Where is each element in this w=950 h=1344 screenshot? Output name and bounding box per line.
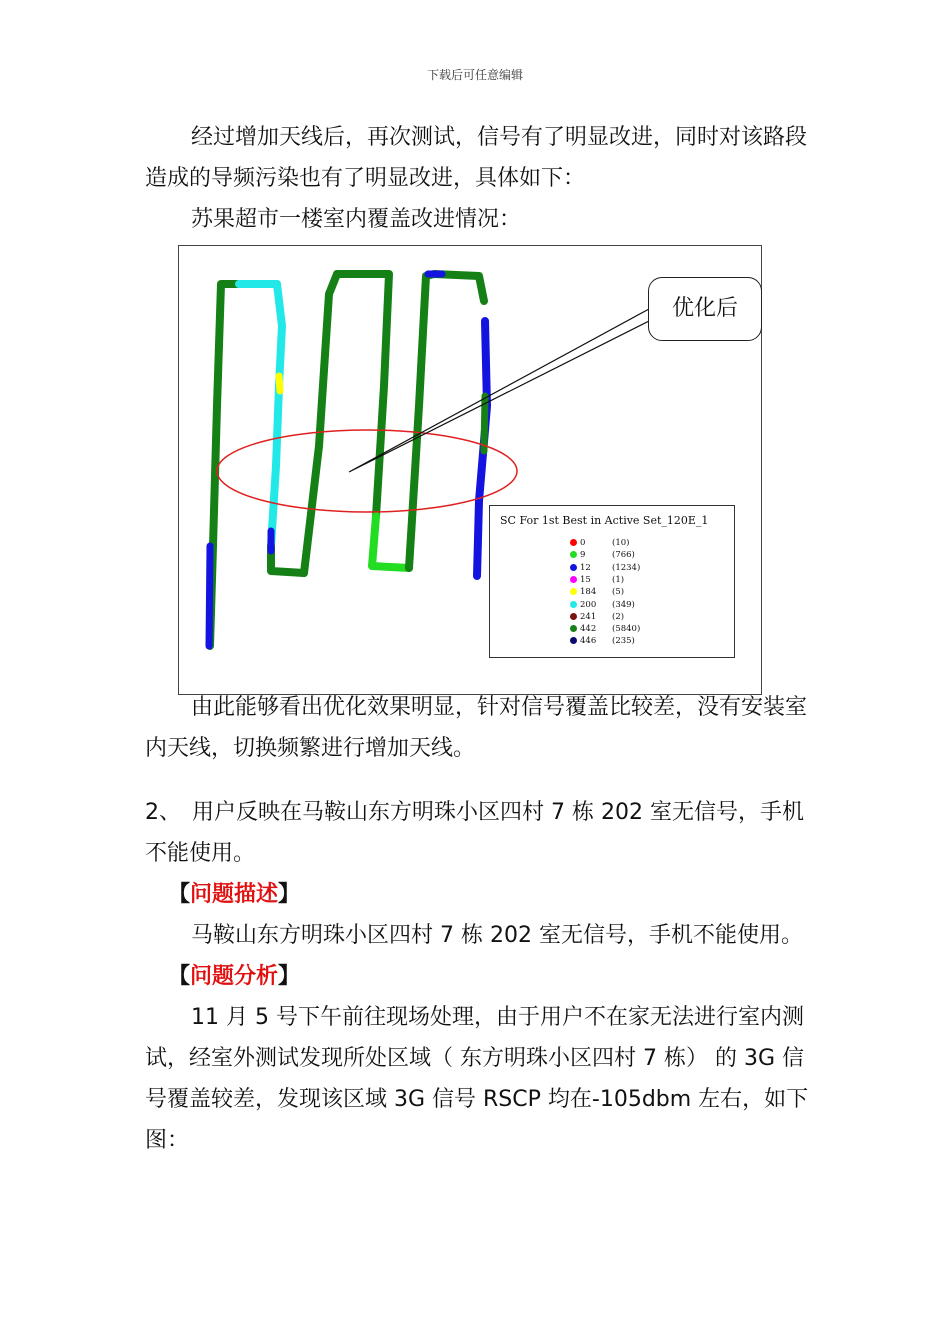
legend-dot bbox=[570, 613, 577, 620]
route-segment bbox=[372, 516, 409, 568]
legend-code: 0 bbox=[580, 538, 586, 548]
section-title: 问题描述 bbox=[190, 882, 279, 907]
legend-dot bbox=[570, 601, 577, 608]
legend-dot bbox=[570, 539, 577, 546]
legend-code: 200 bbox=[580, 599, 597, 610]
route-segment bbox=[409, 274, 484, 568]
legend-code: 12 bbox=[580, 562, 591, 573]
legend-code: 442 bbox=[580, 624, 597, 635]
legend-count: (1234) bbox=[612, 562, 641, 573]
bracket-close: 】 bbox=[278, 882, 301, 907]
legend-count: (349) bbox=[612, 599, 635, 610]
map-legend bbox=[489, 505, 735, 658]
paragraph-improvement: 经过增加天线后，再次测试，信号有了明显改进，同时对该路段造成的导频污染也有了明显改进，具体如下： bbox=[145, 125, 808, 191]
legend-count: (10) bbox=[612, 538, 630, 548]
paragraph-description: 马鞍山东方明珠小区四村 7 栋 202 室无信号，手机不能使用。 bbox=[191, 923, 803, 948]
page-header: 下载后可任意编辑 bbox=[426, 68, 523, 82]
legend-dot bbox=[570, 625, 577, 632]
paragraph-figure-caption: 苏果超市一楼室内覆盖改进情况： bbox=[191, 207, 522, 232]
legend-dot bbox=[570, 564, 577, 571]
section-heading-description bbox=[168, 874, 833, 915]
legend-dot bbox=[570, 588, 577, 595]
legend-code: 184 bbox=[580, 587, 597, 598]
legend-code: 446 bbox=[580, 636, 597, 647]
legend-dot bbox=[570, 551, 577, 558]
section-heading-analysis bbox=[168, 956, 833, 997]
legend-code: 9 bbox=[580, 550, 586, 561]
callout-label: 优化后 bbox=[648, 277, 762, 341]
callout-pointer bbox=[349, 309, 659, 472]
paragraph-analysis: 11 月 5 号下午前往现场处理，由于用户不在家无法进行室内测试，经室外测试发现所处区域（ 东方明珠小区四村 7 栋） 的 3G 信号覆盖较差，发现该区域 3G 信号 RSCP 均在-105dbm 左右，如下图： bbox=[145, 1005, 809, 1153]
legend-code: 15 bbox=[580, 574, 591, 585]
legend-count: (2) bbox=[612, 611, 625, 622]
legend-code: 241 bbox=[580, 611, 597, 622]
route-segment bbox=[271, 284, 282, 546]
bracket-open: 【 bbox=[168, 882, 191, 907]
section-title: 问题分析 bbox=[190, 964, 279, 989]
legend-count: (5) bbox=[612, 587, 625, 598]
route-segment bbox=[210, 284, 239, 646]
legend-count: (5840) bbox=[612, 624, 641, 635]
route-segment bbox=[279, 376, 280, 391]
legend-dot bbox=[570, 576, 577, 583]
highlight-ellipse bbox=[217, 430, 517, 512]
legend-count: (235) bbox=[612, 636, 635, 647]
legend-count: (766) bbox=[612, 550, 635, 561]
bracket-open: 【 bbox=[168, 964, 191, 989]
legend-dot bbox=[570, 637, 577, 644]
legend-count: (1) bbox=[612, 574, 625, 585]
bracket-close: 】 bbox=[278, 964, 301, 989]
route-segment bbox=[271, 546, 304, 573]
route-segment bbox=[209, 546, 210, 646]
legend-title: SC For 1st Best in Active Set_120E_1 bbox=[500, 514, 709, 527]
paragraph-conclusion: 由此能够看出优化效果明显，针对信号覆盖比较差，没有安装室内天线，切换频繁进行增加天线。 bbox=[145, 695, 808, 761]
list-item-2: 2、 用户反映在马鞍山东方明珠小区四村 7 栋 202 室无信号，手机不能使用。 bbox=[145, 800, 804, 866]
